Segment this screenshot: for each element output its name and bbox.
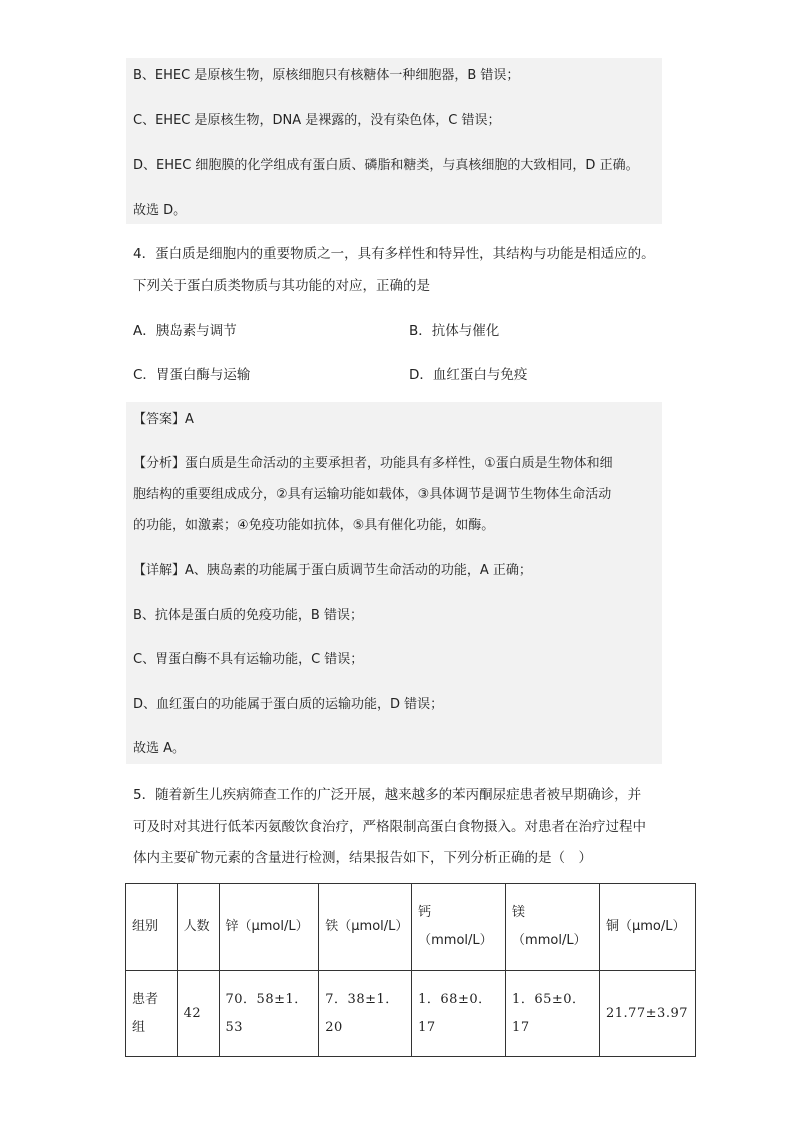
detail-line: D、血红蛋白的功能属于蛋白质的运输功能，D 错误；	[133, 697, 444, 712]
table-cell: 21.77±3.97	[599, 971, 695, 1057]
option-b: B．抗体与催化	[409, 323, 500, 339]
table-cell: 1．68±0．17	[412, 971, 506, 1057]
option-d: D．血红蛋白与免疫	[409, 367, 528, 383]
header-cell: 人数	[177, 884, 219, 971]
option-c: C．胃蛋白酶与运输	[133, 367, 251, 383]
header-cell: 组别	[126, 884, 178, 971]
detail-line: 【详解】A、胰岛素的功能属于蛋白质调节生命活动的功能，A 正确；	[133, 563, 532, 578]
explanation-line: D、EHEC 细胞膜的化学组成有蛋白质、磷脂和糖类，与真核细胞的大致相同，D 正确。	[133, 158, 639, 173]
explanation-line: C、EHEC 是原核生物，DNA 是裸露的，没有染色体，C 错误；	[133, 113, 501, 128]
header-cell: 镁（mmol/L）	[506, 884, 600, 971]
table-cell: 患者组	[126, 971, 178, 1057]
analysis-line: 的功能，如激素；④免疫功能如抗体，⑤具有催化功能，如酶。	[133, 518, 495, 533]
header-cell: 钙（mmol/L）	[412, 884, 506, 971]
mineral-table	[125, 883, 696, 1057]
table-cell: 70．58±1．53	[219, 971, 319, 1057]
answer-line: 【答案】A	[133, 412, 194, 427]
table-row	[126, 971, 696, 1057]
detail-line: C、胃蛋白酶不具有运输功能，C 错误；	[133, 652, 364, 667]
table-cell: 7．38±1．20	[319, 971, 412, 1057]
question-5-stem: 5．随着新生儿疾病筛查工作的广泛开展，越来越多的苯丙酮尿症患者被早期确诊，并	[133, 787, 642, 803]
explanation-line: B、EHEC 是原核生物，原核细胞只有核糖体一种细胞器，B 错误；	[133, 68, 520, 83]
question-4-stem: 下列关于蛋白质类物质与其功能的对应，正确的是	[133, 278, 430, 294]
question-4-stem: 4．蛋白质是细胞内的重要物质之一，具有多样性和特异性，其结构与功能是相适应的。	[133, 246, 655, 262]
detail-line: 故选 A。	[133, 741, 186, 756]
detail-line: B、抗体是蛋白质的免疫功能，B 错误；	[133, 608, 363, 623]
header-cell: 铜（μmo/L）	[599, 884, 695, 971]
question-5-stem: 体内主要矿物元素的含量进行检测，结果报告如下，下列分析正确的是（ ）	[133, 850, 592, 866]
header-cell: 铁（μmol/L）	[319, 884, 412, 971]
analysis-line: 【分析】蛋白质是生命活动的主要承担者，功能具有多样性，①蛋白质是生物体和细	[133, 456, 613, 471]
question-5-stem: 可及时对其进行低苯丙氨酸饮食治疗，严格限制高蛋白食物摄入。对患者在治疗过程中	[133, 819, 646, 835]
table-cell: 42	[177, 971, 219, 1057]
table-header-row	[126, 884, 696, 971]
option-a: A．胰岛素与调节	[133, 323, 237, 339]
analysis-line: 胞结构的重要组成成分，②具有运输功能如载体，③具体调节是调节生物体生命活动	[133, 487, 612, 502]
header-cell: 锌（μmol/L）	[219, 884, 319, 971]
explanation-line: 故选 D。	[133, 203, 187, 218]
table-cell: 1．65±0．17	[506, 971, 600, 1057]
